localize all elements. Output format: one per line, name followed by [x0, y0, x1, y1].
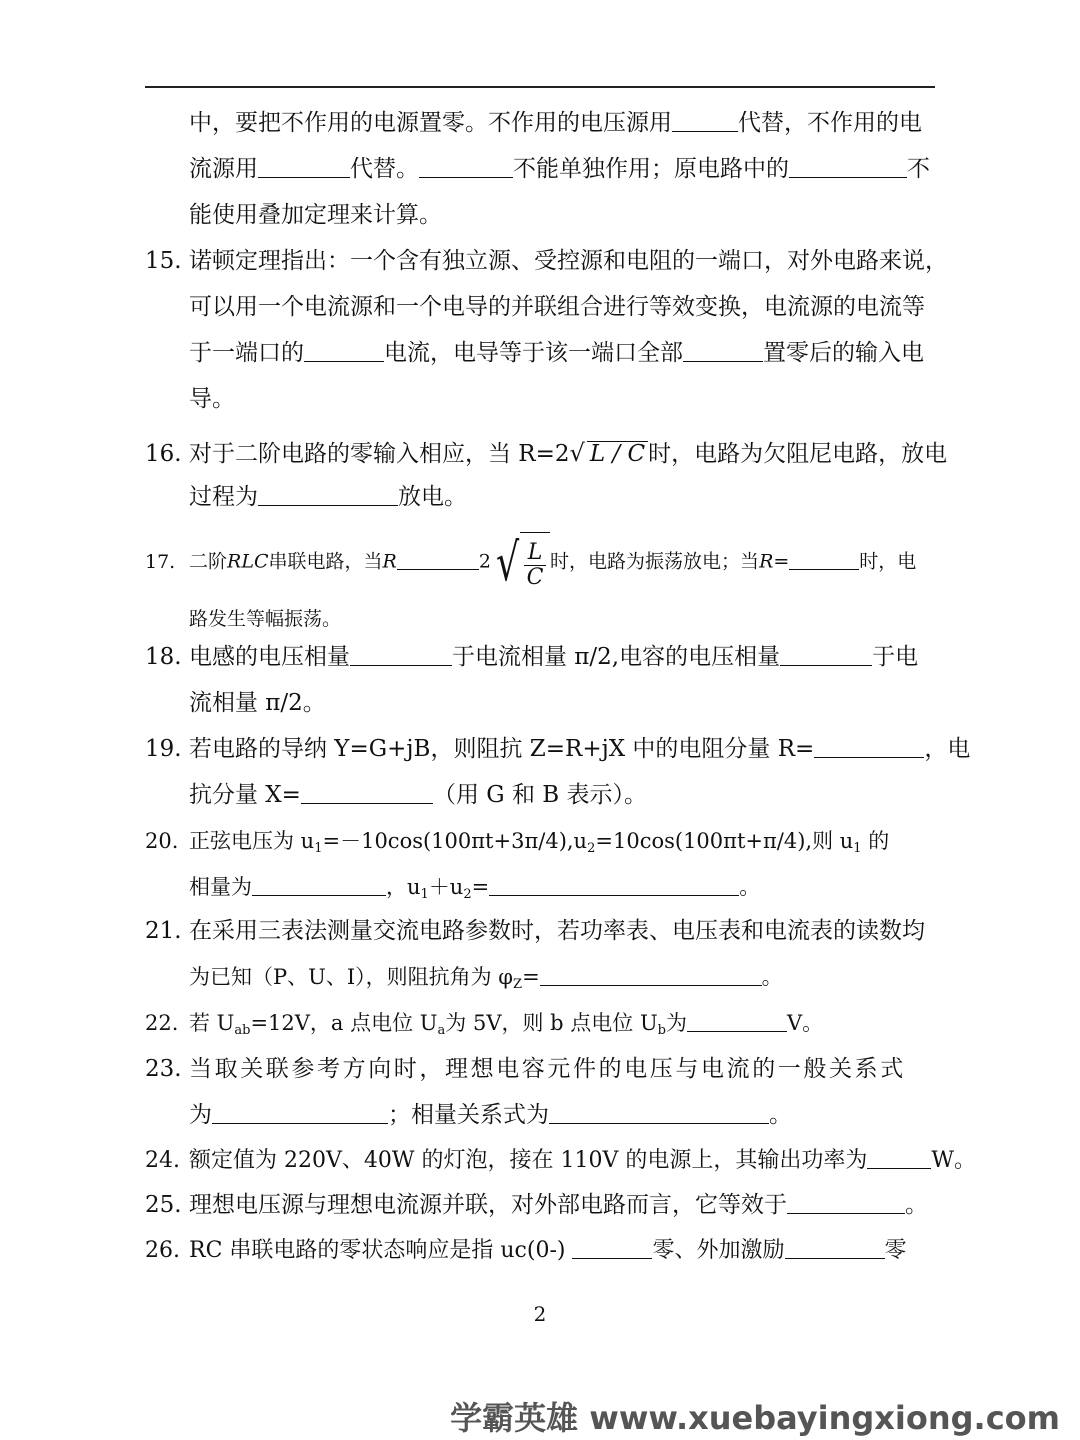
item-number: 25.: [145, 1192, 182, 1218]
text: 抗分量 X=: [189, 782, 301, 808]
item-26-line: [145, 1236, 907, 1266]
item-14-line-1: [189, 108, 922, 138]
blank[interactable]: [419, 155, 513, 178]
item-number: 16.: [145, 441, 182, 467]
sqrt-icon: √: [495, 532, 520, 593]
item-number: 19.: [145, 736, 182, 762]
text: 于一端口的: [189, 340, 304, 366]
text: 中，要把不作用的电源置零。不作用的电压源用: [189, 110, 672, 136]
subscript: 1: [314, 841, 323, 856]
item-18-line-2: [189, 688, 326, 718]
text: 若 U: [189, 1011, 235, 1035]
blank[interactable]: [787, 1191, 905, 1214]
blank[interactable]: [687, 1009, 787, 1032]
text: 不能单独作用；原电路中的: [513, 156, 789, 182]
text: 流相量 π/2。: [189, 690, 326, 716]
text: 为 5V，则 b 点电位 U: [445, 1011, 658, 1035]
text: 的: [861, 829, 890, 853]
text: 可以用一个电流源和一个电导的并联组合进行等效变换，电流源的电流等: [189, 294, 925, 320]
item-16-line-2: [189, 482, 467, 512]
item-15-line-4: [189, 384, 235, 414]
sqrt-fraction: [491, 532, 550, 593]
text: 导。: [189, 386, 235, 412]
blank[interactable]: [789, 155, 907, 178]
blank[interactable]: [212, 1101, 388, 1124]
item-15-line-3: [189, 338, 924, 368]
text: 诺顿定理指出：一个含有独立源、受控源和电阻的一端口，对外电路来说，: [189, 248, 948, 274]
blank[interactable]: [301, 781, 433, 804]
blank[interactable]: [304, 339, 384, 362]
text: =: [471, 875, 490, 899]
text: ，u: [386, 875, 421, 899]
text: W。: [931, 1148, 976, 1173]
item-number: 24.: [145, 1148, 180, 1173]
subscript: 1: [853, 841, 862, 856]
item-22-line: [145, 1008, 823, 1046]
item-21-line-2: [189, 962, 783, 1000]
text: 当取关联参考方向时，理想电容元件的电压与电流的一般关系式: [189, 1056, 906, 1082]
text: ，电: [924, 736, 971, 762]
item-21-line-1: [145, 916, 925, 946]
text: 能使用叠加定理来计算。: [189, 202, 442, 228]
blank[interactable]: [258, 155, 350, 178]
text: 在采用三表法测量交流电路参数时，若功率表、电压表和电流表的读数均: [189, 918, 925, 944]
item-14-line-3: [189, 200, 442, 230]
blank[interactable]: [252, 873, 386, 896]
item-16-line-1: [145, 438, 947, 469]
text: 。: [769, 1102, 792, 1128]
item-number: 21.: [145, 918, 182, 944]
text: 零、外加激励: [652, 1238, 785, 1263]
blank[interactable]: [785, 1236, 885, 1259]
item-number: 22.: [145, 1011, 179, 1035]
subscript: a: [437, 1023, 446, 1038]
item-24-line: [145, 1146, 976, 1176]
text: 于电: [872, 644, 919, 670]
item-number: 15.: [145, 248, 182, 274]
text: 。: [905, 1192, 928, 1218]
text: =10cos(100πt+π/4),则 u: [595, 829, 854, 853]
text: 为: [665, 1011, 687, 1035]
text: 放电。: [398, 484, 467, 510]
item-15-line-1: [145, 246, 948, 276]
item-17-line-1: [145, 532, 916, 593]
blank[interactable]: [814, 735, 924, 758]
text: 代替。: [350, 156, 419, 182]
sqrt-icon: √: [569, 439, 585, 467]
text: =: [522, 965, 540, 989]
text: 不: [907, 156, 930, 182]
denominator: C: [526, 564, 544, 590]
page-number: 2: [533, 1302, 547, 1326]
text: 时，电路为振荡放电；当: [550, 550, 760, 573]
item-number: 26.: [145, 1238, 180, 1263]
text: =12V，a 点电位 U: [250, 1011, 438, 1035]
text: V。: [786, 1011, 824, 1035]
blank[interactable]: [672, 109, 738, 132]
item-20-line-1: [145, 826, 889, 864]
text: ＋u: [428, 875, 464, 899]
text: 流源用: [189, 156, 258, 182]
text: 二阶: [189, 550, 228, 573]
blank[interactable]: [789, 551, 859, 570]
item-15-line-2: [189, 292, 925, 322]
text: 电流，电导等于该一端口全部: [384, 340, 683, 366]
blank[interactable]: [780, 643, 872, 666]
item-17-line-2: [189, 604, 341, 634]
blank[interactable]: [549, 1101, 769, 1124]
item-19-line-1: [145, 734, 970, 764]
text: （用 G 和 B 表示）。: [432, 782, 647, 808]
text: 理想电压源与理想电流源并联，对外部电路而言，它等效于: [189, 1192, 787, 1218]
fraction: [524, 541, 546, 590]
text: 。: [739, 875, 761, 899]
text: 串联电路，当: [268, 550, 383, 573]
blank[interactable]: [572, 1236, 652, 1259]
text: 路发生等幅振荡。: [189, 608, 342, 630]
text: 时，电路为欠阻尼电路，放电: [648, 441, 948, 467]
text: 时，电: [859, 550, 917, 573]
blank[interactable]: [489, 873, 739, 896]
blank[interactable]: [867, 1146, 931, 1169]
item-number: 23.: [145, 1056, 182, 1082]
item-14-line-2: [189, 154, 930, 184]
blank[interactable]: [540, 963, 762, 986]
text: RLC: [227, 550, 269, 573]
blank[interactable]: [258, 483, 398, 506]
sqrt-content: L / C: [587, 441, 648, 466]
text: 代替，不作用的电: [738, 110, 922, 136]
text: 置零后的输入电: [763, 340, 924, 366]
item-23-line-2: [189, 1100, 792, 1130]
blank[interactable]: [397, 551, 479, 570]
text: 对于二阶电路的零输入相应，当 R=2: [189, 441, 570, 467]
blank[interactable]: [683, 339, 763, 362]
subscript: ab: [234, 1023, 251, 1038]
fraction-box: [520, 532, 550, 593]
text: 为已知（P、U、I），则阻抗角为 φ: [189, 965, 514, 989]
text: R=: [759, 550, 790, 573]
item-25-line: [145, 1190, 928, 1220]
text: 于电流相量 π/2,电容的电压相量: [452, 644, 781, 670]
header-rule: [145, 86, 935, 88]
text: R: [382, 550, 397, 573]
text: 过程为: [189, 484, 258, 510]
subscript: 2: [587, 841, 596, 856]
item-18-line-1: [145, 642, 918, 672]
item-19-line-2: [189, 780, 647, 810]
item-number: 17.: [145, 550, 176, 573]
item-20-line-2: [189, 872, 760, 910]
text: 若电路的导纳 Y=G+jB，则阻抗 Z=R+jX 中的电阻分量 R=: [189, 736, 815, 762]
text: 相量为: [189, 875, 252, 899]
text: 零: [884, 1238, 907, 1263]
item-number: 20.: [145, 829, 179, 853]
text: 正弦电压为 u: [189, 829, 315, 853]
text: RC 串联电路的零状态响应是指 uc(0-): [189, 1238, 566, 1263]
text: =－10cos(100πt+3π/4),u: [322, 829, 588, 853]
text: 2: [478, 550, 491, 573]
text: 为: [189, 1102, 212, 1128]
text: ；相量关系式为: [388, 1102, 549, 1128]
subscript: Z: [513, 977, 523, 992]
subscript: 1: [420, 887, 429, 902]
text: 额定值为 220V、40W 的灯泡，接在 110V 的电源上，其输出功率为: [189, 1148, 868, 1173]
item-23-line-1: [145, 1054, 906, 1084]
numerator: L: [527, 539, 543, 565]
subscript: 2: [463, 887, 472, 902]
text: 。: [761, 965, 783, 989]
text: 电感的电压相量: [189, 644, 350, 670]
blank[interactable]: [350, 643, 452, 666]
subscript: b: [657, 1023, 666, 1038]
item-number: 18.: [145, 644, 182, 670]
watermark: 学霸英雄 www.xuebayingxiong.com: [450, 1399, 1060, 1437]
